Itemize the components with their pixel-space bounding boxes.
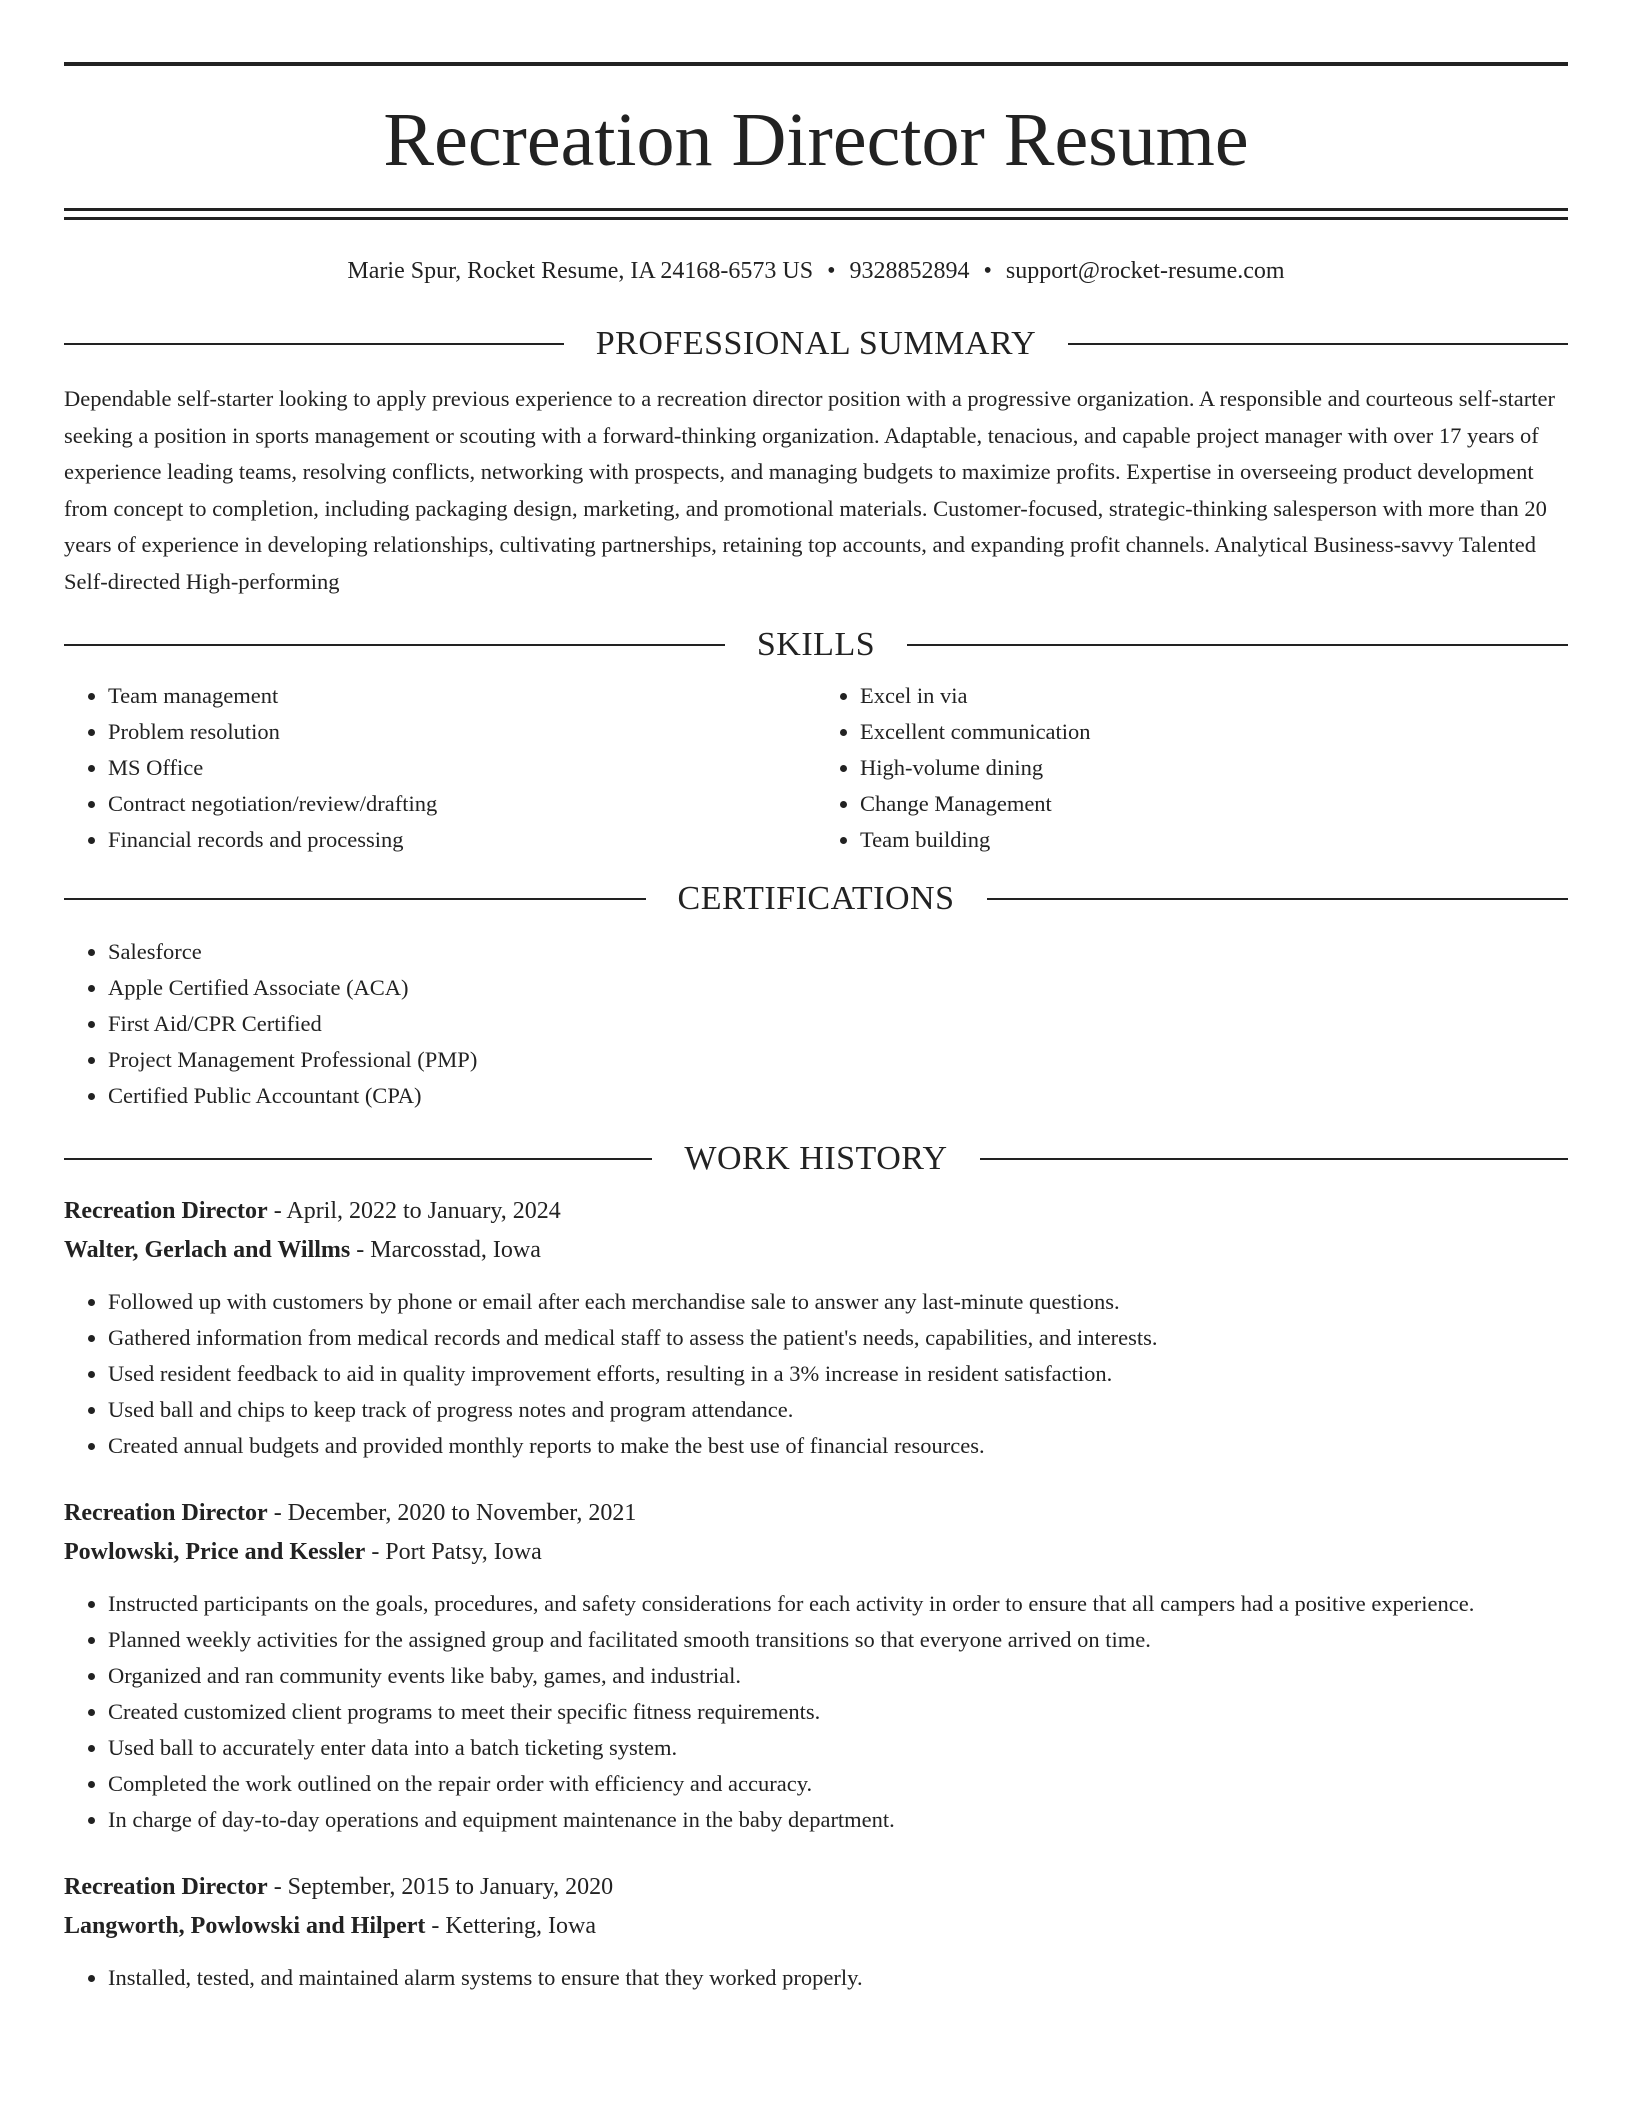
job-title: Recreation Director [64, 1500, 268, 1526]
certification-item: • Salesforce [108, 934, 1568, 970]
job-company-row [64, 1533, 1568, 1572]
job-bullet: • Planned weekly activities for the assigned group and facilitated smooth transitions so that everyone arrived on time. [108, 1622, 1568, 1658]
job-company: Langworth, Powlowski and Hilpert [64, 1913, 426, 1939]
job-dates: - September, 2015 to January, 2020 [273, 1874, 614, 1900]
job-company-row [64, 1907, 1568, 1946]
heading-rule-right [987, 898, 1569, 900]
contact-separator: • [827, 258, 836, 284]
skills-heading-label: SKILLS [756, 626, 876, 663]
skill-item: • Financial records and processing [108, 822, 816, 858]
job-bullet: • Completed the work outlined on the repair order with efficiency and accuracy. [108, 1766, 1568, 1802]
contact-email: support@rocket-resume.com [1005, 258, 1285, 284]
job-bullets [64, 1960, 1568, 1996]
certifications-list [64, 934, 1568, 1114]
certifications-heading [64, 880, 1568, 918]
skills-column-left [64, 678, 816, 858]
job-location: - Marcosstad, Iowa [356, 1237, 541, 1263]
job-bullet: • Used resident feedback to aid in quality improvement efforts, resulting in a 3% increase in resident satisfaction. [108, 1356, 1568, 1392]
title-rule-upper [64, 208, 1568, 211]
job-bullet: • Instructed participants on the goals, procedures, and safety considerations for each activity in order to ensure that all campers had a positive experience. [108, 1586, 1568, 1622]
contact-line [64, 258, 1568, 285]
job-bullet: • In charge of day-to-day operations and equipment maintenance in the baby department. [108, 1802, 1568, 1838]
job-title: Recreation Director [64, 1198, 268, 1224]
job-title-row [64, 1192, 1568, 1231]
skill-item: • Team management [108, 678, 816, 714]
job-entry [64, 1868, 1568, 1996]
job-entry [64, 1494, 1568, 1838]
heading-rule-right [980, 1158, 1568, 1160]
job-bullet: • Organized and ran community events like baby, games, and industrial. [108, 1658, 1568, 1694]
job-entry [64, 1192, 1568, 1464]
job-bullets [64, 1284, 1568, 1464]
summary-text: Dependable self-starter looking to apply previous experience to a recreation director position with a progressive organization. A responsible and courteous self-starter seeking a position in sports management or scouting with a forward-thinking organization. Adaptable, tenacious, and capable project manager with over 17 years of experience leading teams, resolving conflicts, networking with prospects, and managing budgets to maximize profits. Expertise in overseeing product development from concept to completion, including packaging design, marketing, and promotional materials. Customer-focused, strategic-thinking salesperson with more than 20 years of experience in developing relationships, cultivating partnerships, retaining top accounts, and expanding profit channels. Analytical Business-savvy Talented Self-directed High-performing [64, 386, 1555, 594]
job-bullet: • Gathered information from medical records and medical staff to assess the patient's needs, capabilities, and interests. [108, 1320, 1568, 1356]
job-dates: - December, 2020 to November, 2021 [273, 1500, 637, 1526]
job-title-row [64, 1494, 1568, 1533]
job-company: Walter, Gerlach and Willms [64, 1237, 351, 1263]
title-rule-lower [64, 217, 1568, 220]
skill-item: • Change Management [860, 786, 1568, 822]
certification-item: • First Aid/CPR Certified [108, 1006, 1568, 1042]
certification-item: • Project Management Professional (PMP) [108, 1042, 1568, 1078]
job-dates: - April, 2022 to January, 2024 [273, 1198, 561, 1224]
skills-list [64, 678, 1568, 858]
skills-heading [64, 626, 1568, 664]
skill-item: • Excel in via [860, 678, 1568, 714]
heading-rule-right [1068, 343, 1568, 345]
skill-item: • Team building [860, 822, 1568, 858]
certification-item: • Apple Certified Associate (ACA) [108, 970, 1568, 1006]
job-location: - Kettering, Iowa [431, 1913, 596, 1939]
job-company-row [64, 1231, 1568, 1270]
heading-rule-left [64, 644, 725, 646]
job-bullet: • Created customized client programs to meet their specific fitness requirements. [108, 1694, 1568, 1730]
skills-column-right [816, 678, 1568, 858]
resume-title: Recreation Director Resume [383, 98, 1249, 182]
work-history-heading [64, 1140, 1568, 1178]
contact-address: Marie Spur, Rocket Resume, IA 24168-6573 US [347, 258, 814, 284]
work-history-heading-label: WORK HISTORY [684, 1140, 948, 1177]
skill-item: • Excellent communication [860, 714, 1568, 750]
summary-heading-label: PROFESSIONAL SUMMARY [595, 325, 1037, 362]
contact-phone: 9328852894 [849, 258, 970, 284]
job-title: Recreation Director [64, 1874, 268, 1900]
skill-item: • MS Office [108, 750, 816, 786]
heading-rule-left [64, 1158, 652, 1160]
certifications-heading-label: CERTIFICATIONS [677, 880, 955, 917]
heading-rule-left [64, 343, 564, 345]
contact-separator: • [983, 258, 992, 284]
job-location: - Port Patsy, Iowa [371, 1539, 542, 1565]
job-bullet: • Used ball and chips to keep track of progress notes and program attendance. [108, 1392, 1568, 1428]
skill-item: • High-volume dining [860, 750, 1568, 786]
skill-item: • Problem resolution [108, 714, 816, 750]
job-company: Powlowski, Price and Kessler [64, 1539, 366, 1565]
skill-item: • Contract negotiation/review/drafting [108, 786, 816, 822]
heading-rule-right [907, 644, 1568, 646]
job-bullet: • Used ball to accurately enter data into a batch ticketing system. [108, 1730, 1568, 1766]
job-bullets [64, 1586, 1568, 1838]
job-bullet: • Followed up with customers by phone or email after each merchandise sale to answer any last-minute questions. [108, 1284, 1568, 1320]
certification-item: • Certified Public Accountant (CPA) [108, 1078, 1568, 1114]
job-title-row [64, 1868, 1568, 1907]
job-bullet: • Created annual budgets and provided monthly reports to make the best use of financial resources. [108, 1428, 1568, 1464]
heading-rule-left [64, 898, 646, 900]
summary-heading [64, 325, 1568, 363]
job-bullet: • Installed, tested, and maintained alarm systems to ensure that they worked properly. [108, 1960, 1568, 1996]
